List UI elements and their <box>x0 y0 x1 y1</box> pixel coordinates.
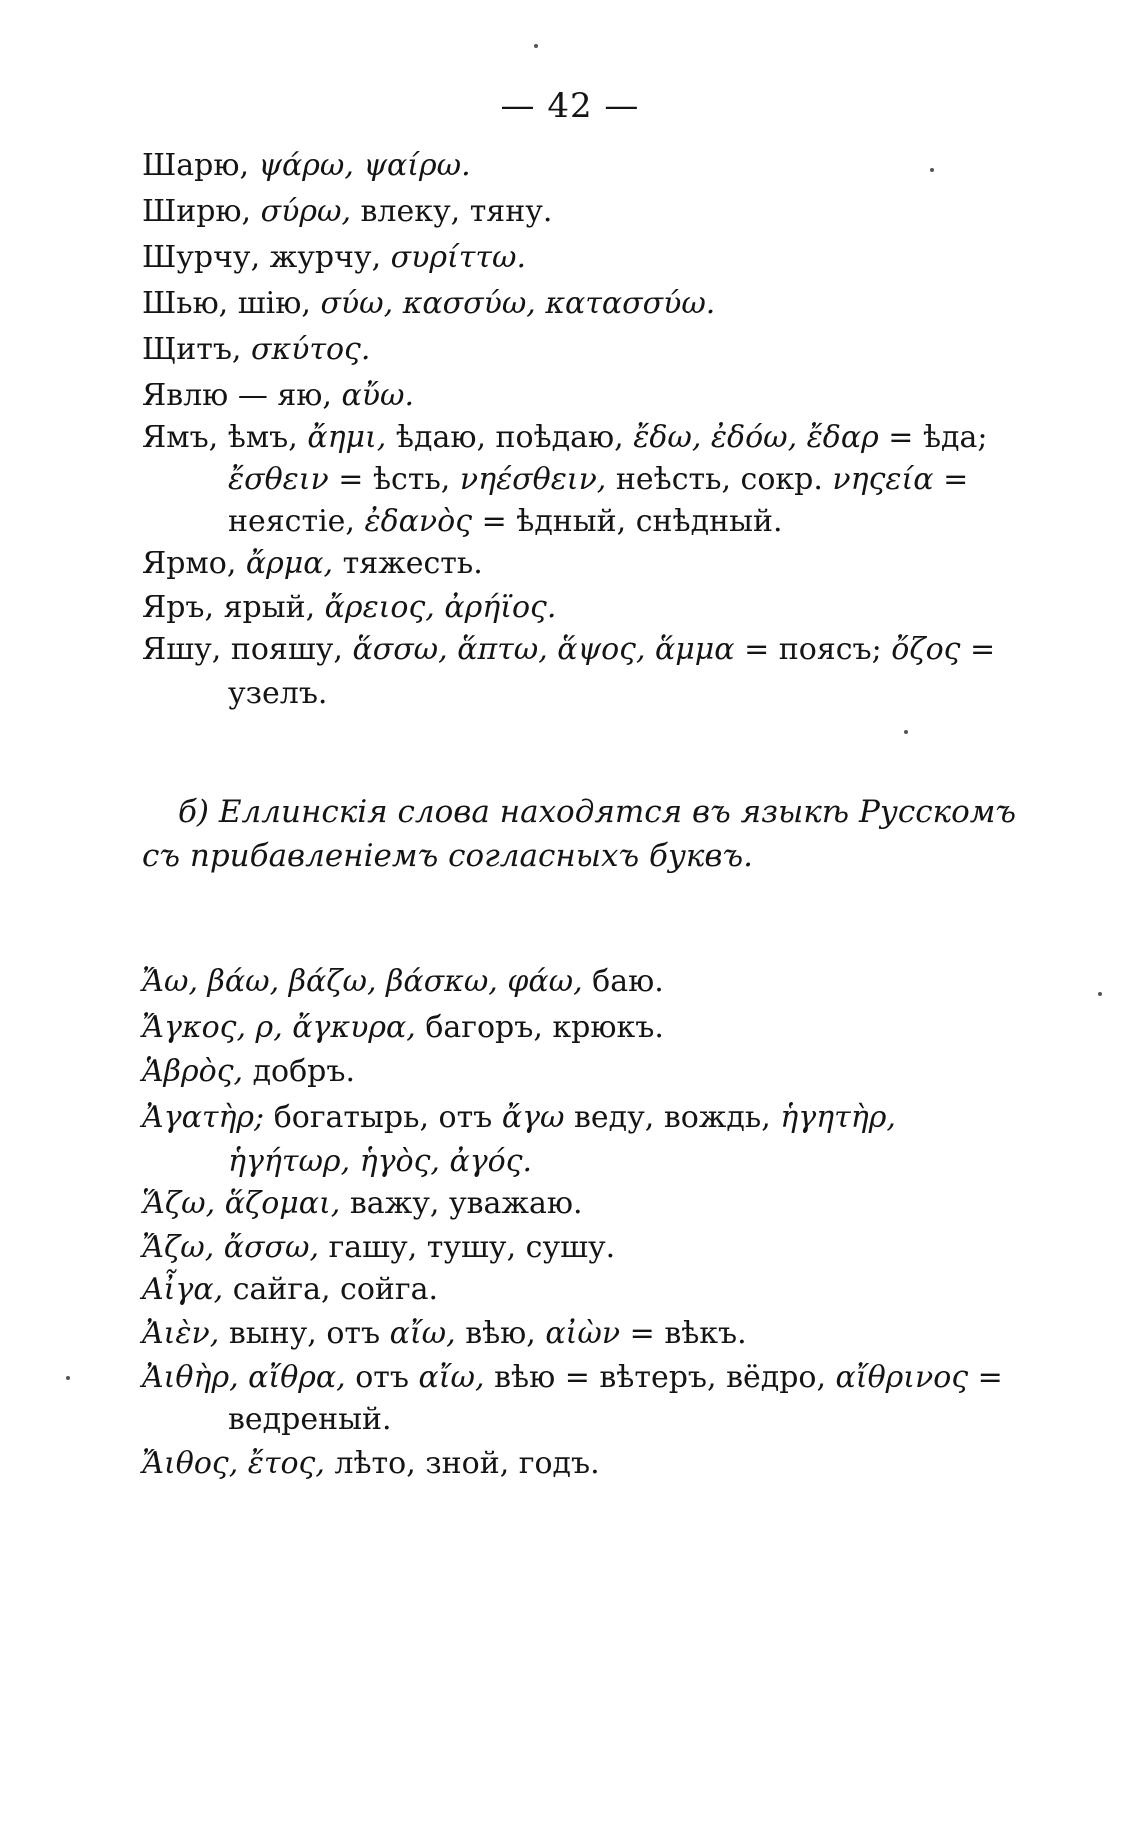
entry-continuation <box>228 676 327 712</box>
dictionary-entry <box>142 332 370 368</box>
greek-text: Ἅζω, ἅζομαι, <box>142 1186 341 1221</box>
russian-text: важу, уважаю. <box>340 1186 583 1221</box>
greek-text: ἄγω <box>501 1100 565 1135</box>
greek-text: Ἀιθὴρ, αἴθρα, <box>142 1360 346 1395</box>
greek-text: νηέσθειν, <box>459 462 607 497</box>
russian-text: = ѣсть, <box>328 462 460 497</box>
dictionary-entry <box>142 1100 896 1136</box>
entry-continuation <box>228 1144 532 1180</box>
russian-text: гашу, тушу, сушу. <box>319 1230 616 1265</box>
greek-text: ἔσθειν <box>228 462 329 497</box>
greek-text: Ἀγατὴρ; <box>142 1100 265 1135</box>
dictionary-entry <box>142 286 715 322</box>
scan-speck <box>904 730 908 734</box>
russian-text: = <box>968 1360 1003 1395</box>
russian-text: богатырь, отъ <box>264 1100 502 1135</box>
russian-text: = вѣкъ. <box>620 1316 747 1351</box>
russian-text: Яшу, пояшу, <box>142 632 353 667</box>
dictionary-entry <box>142 546 483 582</box>
russian-text: = <box>933 462 969 497</box>
dictionary-entry <box>142 420 988 456</box>
dictionary-entry <box>142 1230 615 1266</box>
dictionary-entry <box>142 1272 438 1308</box>
russian-text: = ѣдный, снѣдный. <box>472 504 783 539</box>
greek-text: ὄζος <box>891 632 961 667</box>
dictionary-entry <box>142 194 552 230</box>
russian-text: ѣдаю, поѣдаю, <box>386 420 634 455</box>
entry-continuation <box>228 462 968 498</box>
russian-text: выну, отъ <box>219 1316 390 1351</box>
russian-text: Яръ, ярый, <box>142 590 325 625</box>
russian-text: отъ <box>345 1360 419 1395</box>
russian-text: веду, вождь, <box>564 1100 781 1135</box>
russian-text: Шью, шію, <box>142 286 321 321</box>
russian-text: неястіе, <box>228 504 365 539</box>
russian-text: влеку, тяну. <box>350 194 553 229</box>
russian-text: добръ. <box>243 1054 356 1089</box>
greek-text: ἡγητὴρ, <box>780 1100 896 1135</box>
greek-text: ἐδανὸς <box>364 504 473 539</box>
scan-speck <box>534 44 538 48</box>
russian-text: = поясъ; <box>734 632 892 667</box>
dictionary-entry <box>142 632 995 668</box>
greek-text: Ἄιθος, ἔτος, <box>142 1446 325 1481</box>
greek-text: Ἄζω, ἄσσω, <box>142 1230 320 1265</box>
greek-text: Ἄω, βάω, βάζω, βάσκω, φάω, <box>142 964 583 999</box>
russian-text: багоръ, крюкъ. <box>415 1010 664 1045</box>
russian-text: Щитъ, <box>142 332 251 367</box>
dictionary-entry <box>142 1186 583 1222</box>
dictionary-entry <box>142 1446 600 1482</box>
dictionary-entry <box>142 964 664 1000</box>
dictionary-entry <box>142 1360 1003 1396</box>
greek-text: ἄρμα, <box>245 546 334 581</box>
russian-text: Шурчу, журчу, <box>142 240 391 275</box>
russian-text: тяжесть. <box>333 546 483 581</box>
russian-text: Явлю — яю, <box>142 378 342 413</box>
russian-text: = ѣда; <box>878 420 988 455</box>
dictionary-entry <box>142 378 414 414</box>
dictionary-entry <box>142 1054 355 1090</box>
dictionary-entry <box>142 1316 747 1352</box>
greek-text: αἰὼν <box>545 1316 621 1351</box>
greek-text: αἴω, <box>389 1316 456 1351</box>
greek-text: Ἄγκος, ρ, ἄγκυρα, <box>142 1010 416 1045</box>
dictionary-entry <box>142 1010 664 1046</box>
russian-text: узелъ. <box>228 676 328 711</box>
section-b-heading-line-1: б) Еллинскія слова находятся въ языкѣ Русскомъ <box>178 794 1017 830</box>
russian-text: неѣсть, сокр. <box>606 462 833 497</box>
russian-text: Ширю, <box>142 194 261 229</box>
greek-text: ἄημι, <box>307 420 387 455</box>
entry-continuation <box>228 1402 391 1438</box>
greek-text: νηςεία <box>832 462 934 497</box>
russian-text: лѣто, зной, годъ. <box>324 1446 600 1481</box>
greek-text: ἄρειος, ἀρήϊος. <box>324 590 557 625</box>
russian-text: = <box>960 632 996 667</box>
dictionary-entry <box>142 240 526 276</box>
russian-text: баю. <box>582 964 664 999</box>
greek-text: Ἁβρὸς, <box>142 1054 244 1089</box>
greek-text: αἴθρινος <box>835 1360 969 1395</box>
scan-speck <box>66 1376 70 1380</box>
greek-text: ἔδω, ἐδόω, ἔδαρ <box>633 420 879 455</box>
greek-text: σύω, κασσύω, κατασσύω. <box>320 286 716 321</box>
greek-text: συρίττω. <box>390 240 526 275</box>
dictionary-entry <box>142 148 471 184</box>
entry-continuation <box>228 504 783 540</box>
russian-text: сайга, сойга. <box>223 1272 439 1307</box>
section-b-heading-line-2: съ прибавленіемъ согласныхъ буквъ. <box>142 838 753 874</box>
page-number: — 42 — <box>500 86 640 126</box>
dictionary-entry <box>142 590 556 626</box>
greek-text: αἴω, <box>418 1360 485 1395</box>
greek-text: ἡγήτωρ, ἡγὸς, ἀγός. <box>228 1144 533 1179</box>
russian-text: Ямъ, ѣмъ, <box>142 420 308 455</box>
greek-text: σύρω, <box>260 194 351 229</box>
russian-text: вѣю, <box>455 1316 546 1351</box>
scan-speck <box>1098 992 1102 996</box>
greek-text: αὔω. <box>341 378 414 413</box>
greek-text: ψάρω, ψαίρω. <box>258 148 471 183</box>
scan-speck <box>930 168 934 172</box>
russian-text: Ярмо, <box>142 546 246 581</box>
russian-text: ведреный. <box>228 1402 392 1437</box>
russian-text: вѣю = вѣтеръ, вёдро, <box>484 1360 836 1395</box>
greek-text: Ἀιὲν, <box>142 1316 220 1351</box>
russian-text: Шарю, <box>142 148 259 183</box>
greek-text: σκύτος. <box>250 332 371 367</box>
greek-text: Αἶγα, <box>142 1272 224 1307</box>
greek-text: ἅσσω, ἅπτω, ἅψος, ἅμμα <box>352 632 735 667</box>
